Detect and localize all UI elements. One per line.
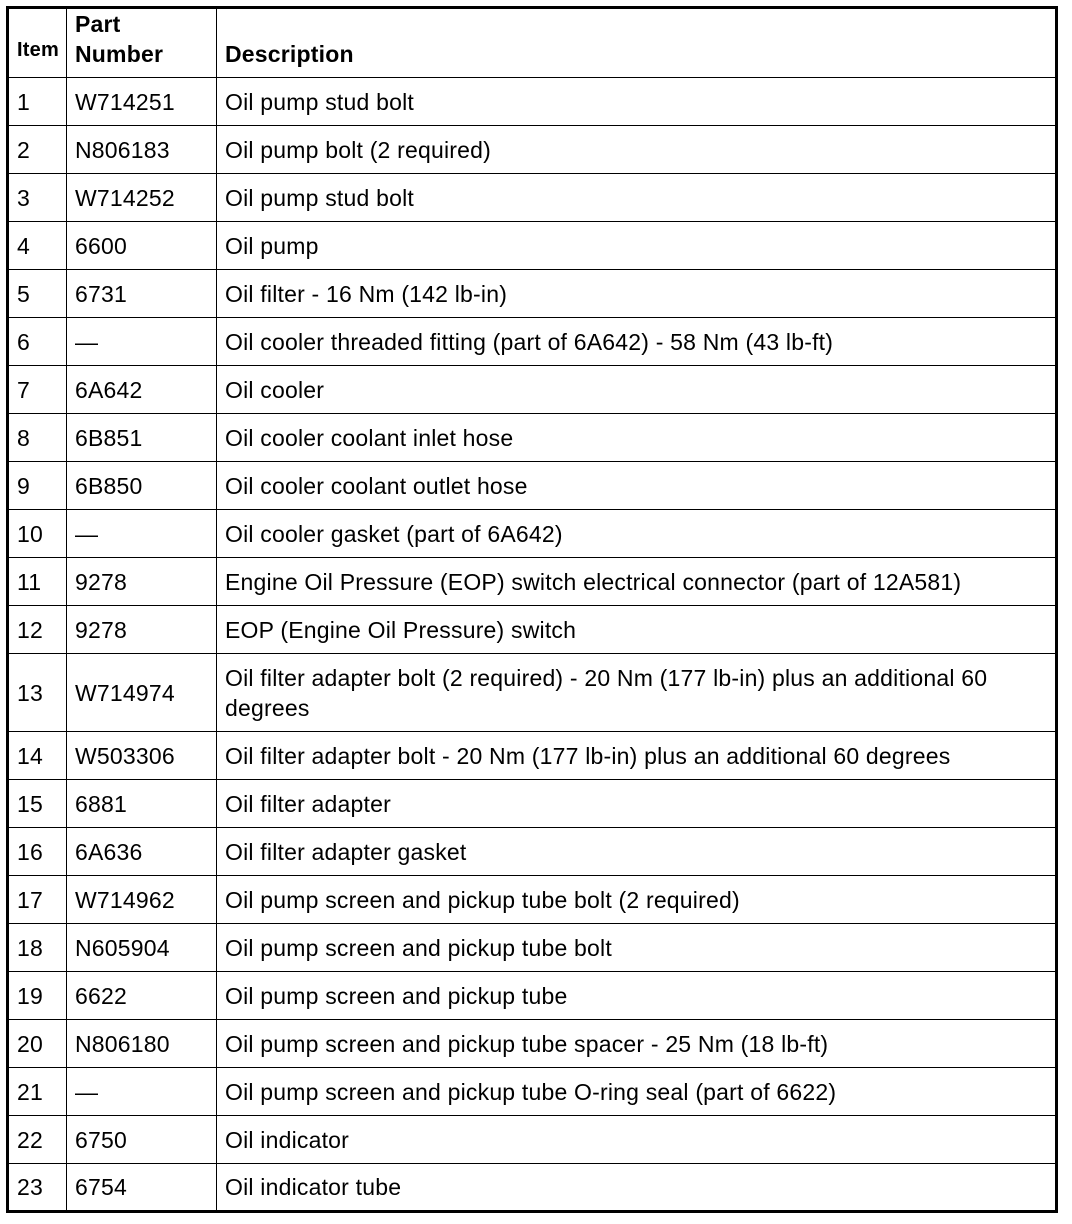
cell-part-number: 6731: [67, 270, 217, 318]
table-row: [8, 1020, 1057, 1068]
table-row: [8, 414, 1057, 462]
cell-description: Oil pump stud bolt: [217, 174, 1057, 222]
cell-part-number: W714962: [67, 876, 217, 924]
column-header-description: Description: [217, 8, 1057, 78]
cell-description: Oil pump screen and pickup tube: [217, 972, 1057, 1020]
cell-item: 12: [8, 606, 67, 654]
cell-part-number: —: [67, 510, 217, 558]
table-row: [8, 318, 1057, 366]
cell-item: 23: [8, 1164, 67, 1212]
table-row: [8, 1068, 1057, 1116]
cell-description: Oil filter adapter: [217, 780, 1057, 828]
table-row: [8, 924, 1057, 972]
cell-item: 3: [8, 174, 67, 222]
cell-part-number: 6622: [67, 972, 217, 1020]
table-row: [8, 174, 1057, 222]
cell-part-number: N806180: [67, 1020, 217, 1068]
table-row: [8, 606, 1057, 654]
cell-item: 19: [8, 972, 67, 1020]
cell-description: Oil pump: [217, 222, 1057, 270]
cell-description: Oil cooler coolant outlet hose: [217, 462, 1057, 510]
cell-item: 2: [8, 126, 67, 174]
cell-item: 15: [8, 780, 67, 828]
cell-description: Oil indicator: [217, 1116, 1057, 1164]
cell-description: Oil filter adapter gasket: [217, 828, 1057, 876]
cell-item: 9: [8, 462, 67, 510]
table-row: [8, 654, 1057, 732]
table-row: [8, 222, 1057, 270]
table-row: [8, 558, 1057, 606]
cell-part-number: —: [67, 1068, 217, 1116]
cell-description: Oil cooler coolant inlet hose: [217, 414, 1057, 462]
table-row: [8, 780, 1057, 828]
column-header-item: Item: [8, 8, 67, 78]
cell-part-number: N806183: [67, 126, 217, 174]
cell-item: 4: [8, 222, 67, 270]
cell-part-number: W503306: [67, 732, 217, 780]
cell-part-number: 6600: [67, 222, 217, 270]
cell-description: Oil indicator tube: [217, 1164, 1057, 1212]
cell-description: Oil pump screen and pickup tube bolt (2 required): [217, 876, 1057, 924]
parts-table: [6, 6, 1058, 1213]
cell-description: Oil pump screen and pickup tube bolt: [217, 924, 1057, 972]
cell-item: 1: [8, 78, 67, 126]
cell-description: Oil cooler gasket (part of 6A642): [217, 510, 1057, 558]
cell-part-number: W714251: [67, 78, 217, 126]
cell-description: EOP (Engine Oil Pressure) switch: [217, 606, 1057, 654]
cell-item: 6: [8, 318, 67, 366]
table-row: [8, 1164, 1057, 1212]
table-row: [8, 126, 1057, 174]
table-row: [8, 366, 1057, 414]
cell-part-number: 6881: [67, 780, 217, 828]
table-row: [8, 1116, 1057, 1164]
column-header-part-line2: Number: [75, 41, 164, 67]
cell-item: 17: [8, 876, 67, 924]
cell-description: Oil filter adapter bolt - 20 Nm (177 lb-in) plus an additional 60 degrees: [217, 732, 1057, 780]
cell-description: Oil cooler threaded fitting (part of 6A642) - 58 Nm (43 lb-ft): [217, 318, 1057, 366]
table-body: [8, 78, 1057, 1212]
cell-item: 10: [8, 510, 67, 558]
column-header-part-line1: Part: [75, 11, 121, 37]
cell-item: 16: [8, 828, 67, 876]
cell-part-number: 9278: [67, 606, 217, 654]
cell-part-number: 6A642: [67, 366, 217, 414]
cell-description: Oil pump bolt (2 required): [217, 126, 1057, 174]
table-header: [8, 8, 1057, 78]
cell-part-number: 6B850: [67, 462, 217, 510]
table-row: [8, 876, 1057, 924]
table-row: [8, 510, 1057, 558]
cell-description: Oil filter adapter bolt (2 required) - 20 Nm (177 lb-in) plus an additional 60 degrees: [217, 654, 1057, 732]
cell-item: 13: [8, 654, 67, 732]
cell-item: 5: [8, 270, 67, 318]
table-row: [8, 270, 1057, 318]
cell-part-number: 6A636: [67, 828, 217, 876]
column-header-part-number: [67, 8, 217, 78]
cell-part-number: 6754: [67, 1164, 217, 1212]
table-row: [8, 462, 1057, 510]
cell-item: 11: [8, 558, 67, 606]
cell-description: Oil pump stud bolt: [217, 78, 1057, 126]
cell-part-number: W714252: [67, 174, 217, 222]
cell-part-number: N605904: [67, 924, 217, 972]
table-row: [8, 732, 1057, 780]
cell-item: 14: [8, 732, 67, 780]
cell-description: Oil pump screen and pickup tube O-ring seal (part of 6622): [217, 1068, 1057, 1116]
cell-item: 8: [8, 414, 67, 462]
cell-item: 18: [8, 924, 67, 972]
cell-item: 20: [8, 1020, 67, 1068]
cell-item: 21: [8, 1068, 67, 1116]
cell-part-number: 9278: [67, 558, 217, 606]
cell-part-number: —: [67, 318, 217, 366]
cell-part-number: W714974: [67, 654, 217, 732]
cell-item: 22: [8, 1116, 67, 1164]
table-row: [8, 78, 1057, 126]
cell-description: Oil pump screen and pickup tube spacer - 25 Nm (18 lb-ft): [217, 1020, 1057, 1068]
cell-description: Oil cooler: [217, 366, 1057, 414]
cell-part-number: 6B851: [67, 414, 217, 462]
table-row: [8, 972, 1057, 1020]
cell-part-number: 6750: [67, 1116, 217, 1164]
cell-description: Oil filter - 16 Nm (142 lb-in): [217, 270, 1057, 318]
cell-description: Engine Oil Pressure (EOP) switch electrical connector (part of 12A581): [217, 558, 1057, 606]
cell-item: 7: [8, 366, 67, 414]
table-row: [8, 828, 1057, 876]
header-row: [8, 8, 1057, 78]
